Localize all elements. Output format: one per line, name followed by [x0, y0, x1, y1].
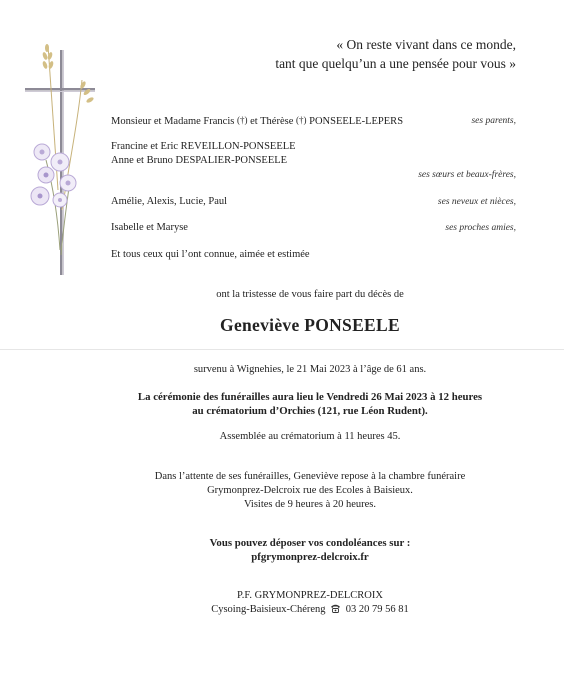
- parents-mid: et Thérèse: [250, 116, 294, 127]
- rest-line-3: Visites de 9 heures à 20 heures.: [243, 499, 377, 510]
- friends-line: Isabelle et Maryse: [111, 222, 188, 233]
- quote: [196, 35, 516, 73]
- siblings-line-2: Anne et Bruno DESPALIER-PONSEELE: [111, 155, 288, 166]
- memorial-cross-icon: (†): [236, 115, 248, 125]
- memorial-cross-icon: (†): [295, 115, 307, 125]
- funeral-home-contact: [28, 604, 564, 615]
- funeral-home-phone: 03 20 79 56 81: [345, 604, 409, 615]
- condolences-url[interactable]: pfgrymonprez-delcroix.fr: [251, 551, 369, 563]
- condolences-line: Vous pouvez déposer vos condoléances sur :: [209, 537, 411, 549]
- parents-suffix: PONSEELE-LEPERS: [309, 116, 404, 127]
- death-info: survenu à Wignehies, le 21 Mai 2023 à l’âge de 61 ans.: [193, 364, 427, 375]
- ceremony-line-2: au crématorium d’Orchies (121, rue Léon Rudent).: [192, 405, 428, 417]
- parents-role: ses parents,: [471, 116, 516, 126]
- rest-line-1: Dans l’attente de ses funérailles, Geneviève repose à la chambre funéraire: [154, 471, 466, 482]
- deceased-first-name: Geneviève: [220, 315, 300, 335]
- funeral-home-name: P.F. GRYMONPREZ-DELCROIX: [237, 590, 383, 601]
- others-line: Et tous ceux qui l’ont connue, aimée et estimée: [111, 249, 310, 260]
- fold-line: [0, 349, 564, 350]
- ceremony-line-1: La cérémonie des funérailles aura lieu le Vendredi 26 Mai 2023 à 12 heures: [137, 391, 483, 403]
- siblings-role: ses sœurs et beaux-frères,: [418, 170, 516, 180]
- nephews-role: ses neveux et nièces,: [437, 197, 516, 207]
- rest-line-2: Grymonprez-Delcroix rue des Ecoles à Baisieux.: [207, 485, 413, 496]
- parents-line: [111, 115, 403, 127]
- announcement: ont la tristesse de vous faire part du décès de: [216, 289, 404, 300]
- deceased-name: [28, 315, 564, 336]
- parents-prefix: Monsieur et Madame Francis: [111, 116, 235, 127]
- deceased-last-name: PONSEELE: [304, 315, 400, 335]
- quote-line-1: « On reste vivant dans ce monde,: [336, 37, 516, 52]
- siblings-line-1: Francine et Eric REVEILLON-PONSEELE: [111, 141, 296, 152]
- nephews-line: Amélie, Alexis, Lucie, Paul: [111, 196, 228, 207]
- quote-line-2: tant que quelqu’un a une pensée pour vous »: [275, 56, 516, 71]
- telephone-icon: [330, 604, 341, 613]
- assembly: Assemblée au crématorium à 11 heures 45.: [219, 431, 401, 442]
- cross-lily-decoration-icon: [20, 40, 110, 280]
- funeral-home-address: Cysoing-Baisieux-Chéreng: [211, 604, 326, 615]
- friends-role: ses proches amies,: [445, 223, 516, 233]
